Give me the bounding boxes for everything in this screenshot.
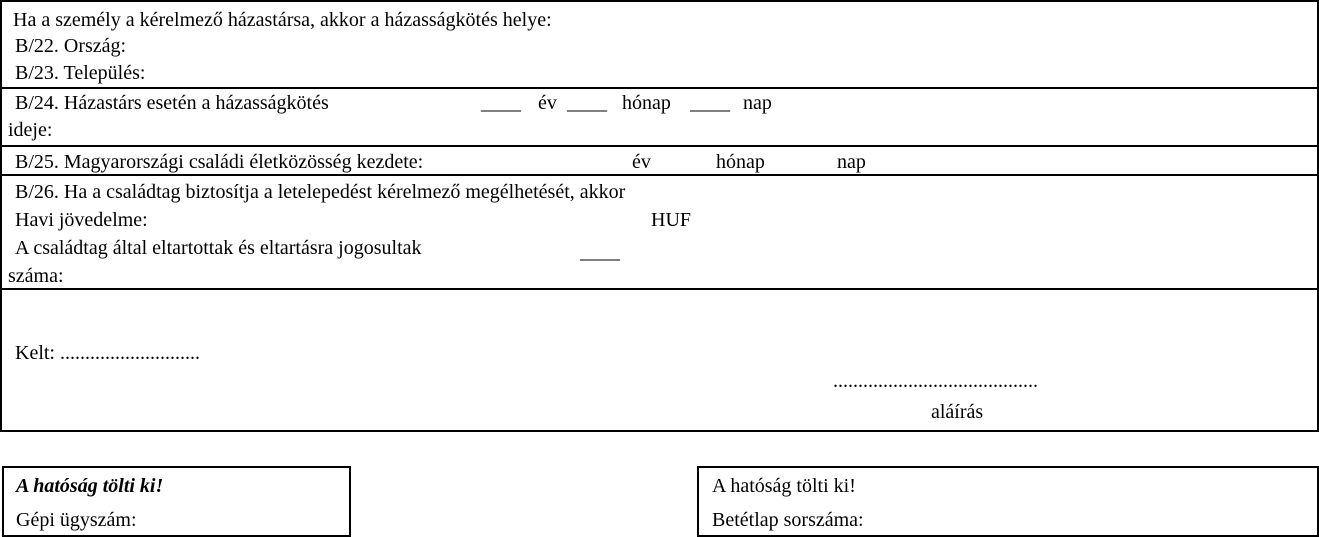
marriage-day-label: nap [743, 92, 772, 114]
marriage-month-blank[interactable]: ____ [567, 92, 607, 114]
authority-right-title: A hatóság tölti ki! [712, 475, 856, 497]
family-start-month-label: hónap [716, 151, 765, 173]
marriage-date-label-line2: ideje: [8, 119, 53, 141]
dependents-blank[interactable]: ____ [580, 241, 620, 263]
signature-line[interactable]: ......................................... [833, 370, 1038, 392]
dependents-label-line2: száma: [8, 265, 64, 287]
divider-after-spouse-section [0, 87, 1319, 89]
marriage-date-label: B/24. Házastárs esetén a házasságkötés [15, 92, 329, 114]
marriage-day-blank[interactable]: ____ [690, 92, 730, 114]
divider-after-family-start [0, 174, 1319, 176]
settlement-label: B/23. Település: [15, 62, 146, 84]
signature-label: aláírás [931, 401, 984, 423]
marriage-month-label: hónap [622, 92, 671, 114]
authority-left-title: A hatóság tölti ki! [16, 475, 164, 497]
insert-sheet-number-label: Betétlap sorszáma: [712, 509, 864, 531]
marriage-year-blank[interactable]: ____ [481, 92, 521, 114]
monthly-income-label: Havi jövedelme: [15, 209, 148, 231]
date-issued-field[interactable]: Kelt: ............................ [15, 342, 200, 364]
dependents-label: A családtag által eltartottak és eltartásra jogosultak [15, 237, 422, 259]
family-support-heading: B/26. Ha a családtag biztosítja a letelepedést kérelmező megélhetését, akkor [15, 181, 626, 203]
marriage-year-label: év [538, 92, 557, 114]
divider-after-family-support [0, 288, 1319, 290]
authority-box-right [697, 466, 1319, 537]
divider-after-marriage-date [0, 145, 1319, 147]
machine-case-number-label: Gépi ügyszám: [16, 509, 137, 531]
family-start-day-label: nap [837, 151, 866, 173]
authority-box-left [2, 466, 351, 537]
spouse-section-heading: Ha a személy a kérelmező házastársa, akkor a házasságkötés helye: [13, 9, 552, 31]
family-start-year-label: év [632, 151, 651, 173]
currency-label: HUF [651, 209, 692, 231]
family-start-label: B/25. Magyarországi családi életközösség kezdete: [15, 151, 424, 173]
country-label: B/22. Ország: [15, 35, 127, 57]
